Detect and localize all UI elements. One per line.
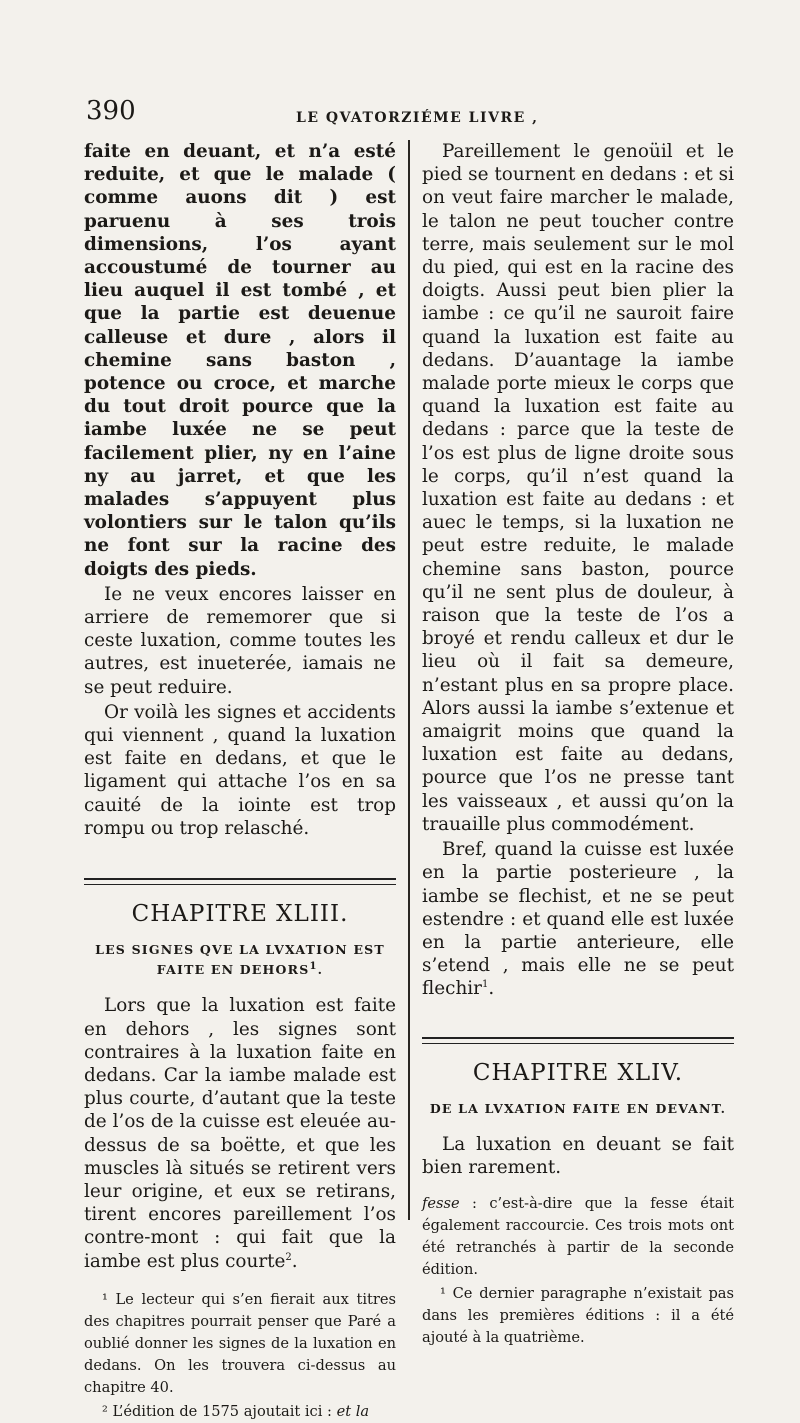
footnote-ref: 1 xyxy=(309,961,318,973)
left-paragraph-2: Ie ne veux encores laisser en arriere de rememorer que si ceste luxation, comme toutes les autres, est inueterée, iamais ne se peut reduire. xyxy=(84,583,396,698)
footnote-2-italic: et la xyxy=(336,1402,370,1420)
left-paragraph-4: Lors que la luxation est faite en dehors , les signes sont contraires à la luxation faite en dedans. Car la iambe malade est plus courte, d’autant que la teste de l’os de la cuisse est eleuée au-dessus de sa boëtte, et que les muscles là situés se retirent vers leur origine, et eux se retirans, tirent encores pareillement l’os contre-mont : qui fait que la iambe est plus courte$^2$. xyxy=(84,995,396,1272)
left-paragraph-4-text: Lors que la luxation est faite en dehors , les signes sont contraires à la luxation faite en dedans. Car la iambe malade est plus courte, d’autant que la teste de l’os de la cuisse est eleuée au-dessus de sa boëtte, et que les muscles là situés se retirent vers leur origine, et eux se retirans, tirent encores pareillement l’os contre-mont : qui fait que la iambe est plus courte xyxy=(84,995,396,1272)
footnote-1 xyxy=(422,1193,734,1281)
chapter-title: CHAPITRE XLIV. xyxy=(472,1059,684,1086)
right-footnotes xyxy=(422,1193,734,1349)
section-rule xyxy=(422,1037,734,1044)
running-header xyxy=(86,96,786,136)
footnote-ref: 1 xyxy=(481,979,489,991)
footnote-1-text: : c’est-à-dire que la fesse était également raccourcie. Ces trois mots ont été retranchés à partir de la seconde édition. xyxy=(422,1195,734,1279)
chapter-subtitle-text: LES SIGNES QVE LA LVXATION EST FAITE EN DEHORS xyxy=(95,942,385,978)
footnote-2-text: ² L’édition de 1575 ajoutait ici : xyxy=(102,1402,337,1420)
right-paragraph-2: Bref, quand la cuisse est luxée en la partie posterieure , la iambe se flechist, et ne se peut estendre : et quand elle est luxée en la partie anterieure, elle s’etend , mais elle ne se peut flechir$^1$. xyxy=(422,839,734,1000)
running-title: LE QVATORZIÉME LIVRE , xyxy=(296,110,539,126)
right-paragraph-1: Pareillement le genoüil et le pied se tournent en dedans : et si on veut faire marcher le malade, le talon ne peut toucher contre terre, mais seulement sur le mol du pied, qui est en la racine des doigts. Aussi peut bien plier la iambe : ce qu’il ne sauroit faire quand la luxation est faite au dedans. D’auantage la iambe malade porte mieux le corps que quand la luxation est faite au dedans : parce que la teste de l’os est plus de ligne droite sous le corps, qu’il n’est quand la luxation est faite au dedans : et auec le temps, si la luxation ne peut estre reduite, le malade chemine sans baston, pource qu’il ne sent plus de douleur, à raison que la teste de l’os a broyé et rendu calleux et dur le lieu où il fait sa demeure, n’estant plus en sa propre place. Alors aussi la iambe s’extenue et amaigrit moins que quand la luxation est faite au dedans, pource que l’os ne presse tant les vaisseaux , et aussi qu’on la trauaille plus commodément. xyxy=(422,141,734,835)
right-column xyxy=(422,140,734,1349)
right-paragraph-3: La luxation en deuant se fait bien rarement. xyxy=(422,1133,734,1178)
footnote-1: ¹ Le lecteur qui s’en fierait aux titres des chapitres pourrait penser que Paré a oublié donner les signes de la luxation en dedans. On les trouvera ci-dessus au chapitre 40. xyxy=(84,1290,396,1396)
footnote-2 xyxy=(84,1401,396,1423)
right-paragraph-2-text: Bref, quand la cuisse est luxée en la partie posterieure , la iambe se flechist, et ne se peut estendre : et quand elle est luxée en la partie anterieure, elle s’etend , mais elle ne se peut flechir xyxy=(422,839,734,1000)
chapter-subtitle: DE LA LVXATION FAITE EN DEVANT. xyxy=(429,1100,727,1116)
footnote-2: ¹ Ce dernier paragraphe n’existait pas dans les premières éditions : il a été ajouté à la quatrième. xyxy=(422,1285,734,1347)
left-paragraph-3: Or voilà les signes et accidents qui viennent , quand la luxation est faite en dedans, et que le ligament qui attache l’os en sa cauité de la iointe est trop rompu ou trop relasché. xyxy=(84,701,396,839)
chapter-subtitle: LES SIGNES QVE LA LVXATION EST FAITE EN DEHORS$^1$. xyxy=(95,942,385,978)
page-number: 390 xyxy=(86,96,136,126)
footnote-1-italic: fesse xyxy=(422,1195,460,1213)
column-divider xyxy=(408,140,410,1220)
footnote-ref: 2 xyxy=(285,1251,292,1263)
left-column xyxy=(84,140,396,1423)
chapter-title: CHAPITRE XLIII. xyxy=(131,901,349,928)
left-paragraph-1: faite en deuant, et n’a esté reduite, et que le malade ( comme auons dit ) est paruenu à ses trois dimensions, l’os ayant accoustumé de tourner au lieu auquel il est tombé , et que la partie est deuenue calleuse et dure , alors il chemine sans baston , potence ou croce, et marche du tout droit pource que la iambe luxée ne se peut facilement plier, ny en l’aine ny au jarret, et que les malades s’appuyent plus volontiers sur le talon qu’ils ne font sur la racine des doigts des pieds. xyxy=(84,141,396,580)
section-rule xyxy=(84,878,396,885)
left-footnotes xyxy=(84,1289,396,1423)
